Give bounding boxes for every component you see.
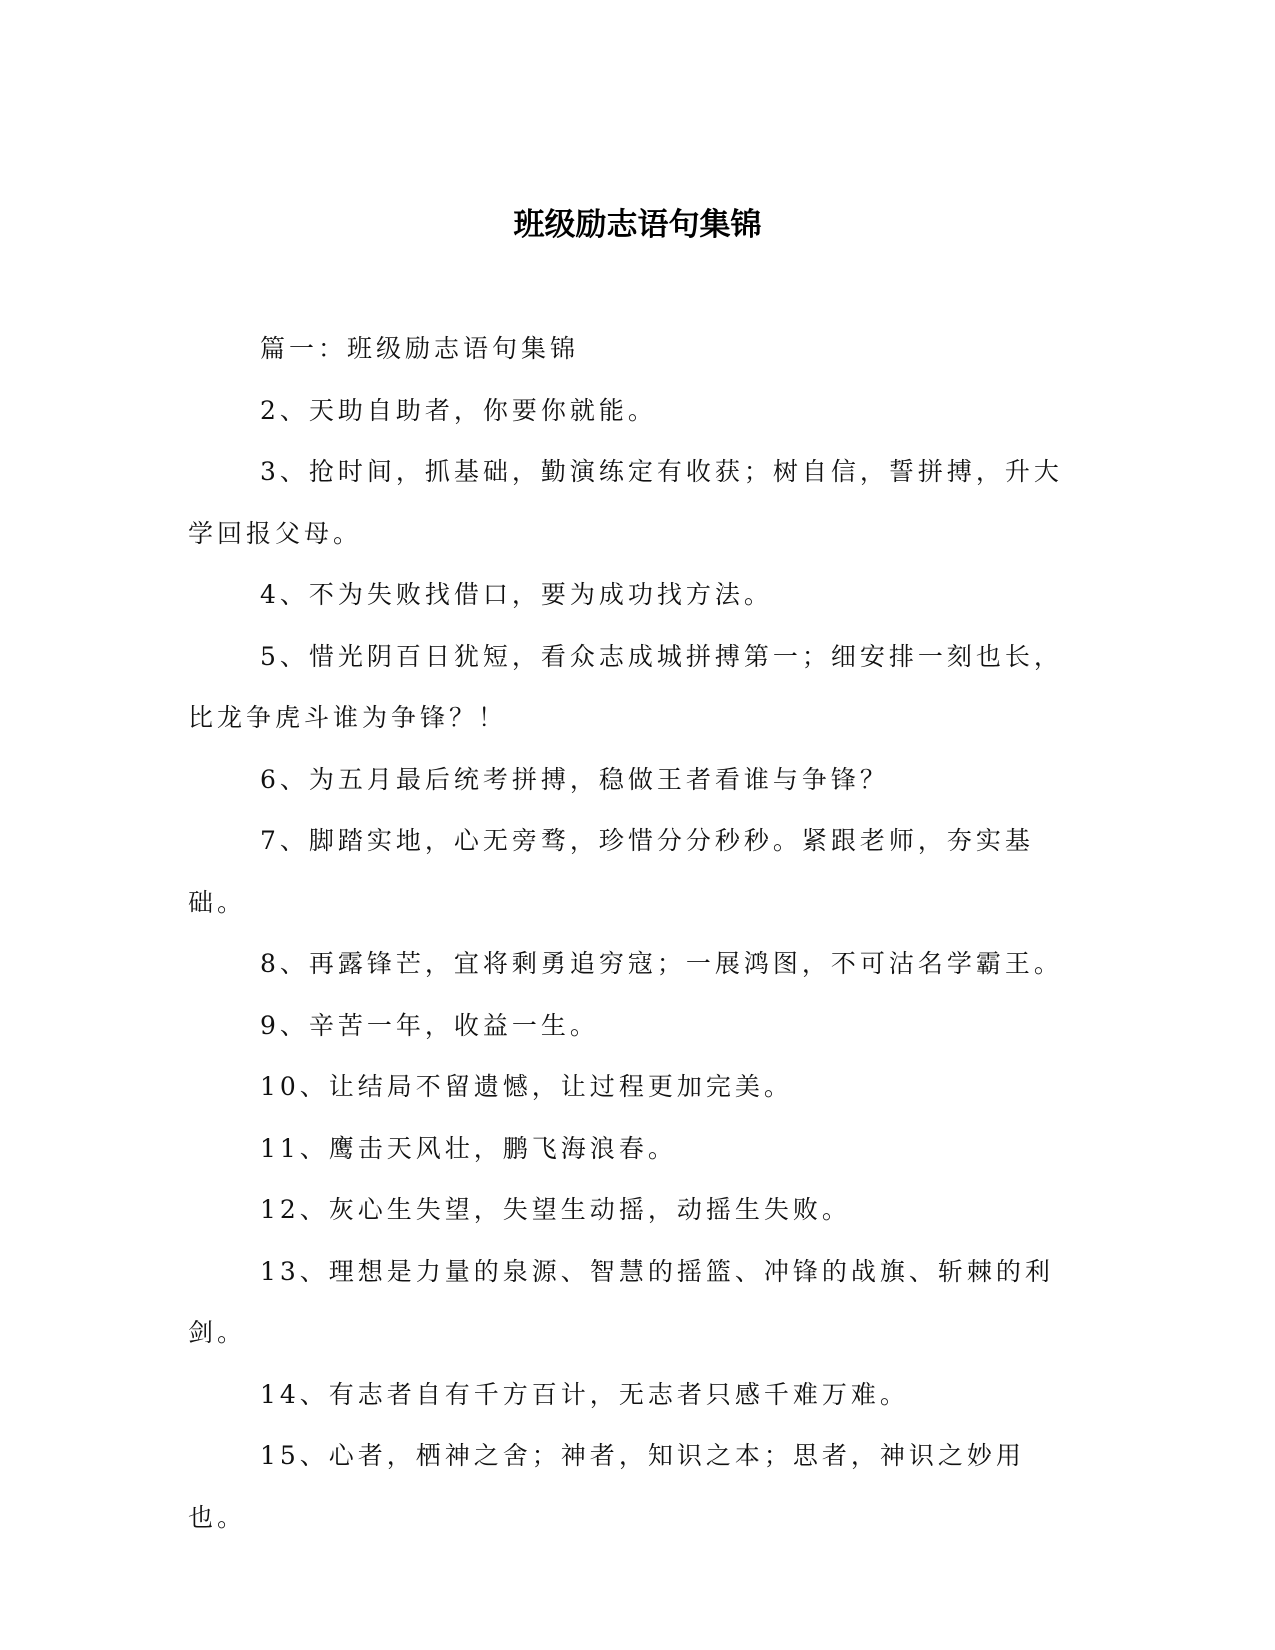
quote-paragraph: 11、鹰击天风壮，鹏飞海浪春。 <box>260 1133 677 1163</box>
quote-paragraph: 9、辛苦一年，收益一生。 <box>260 1010 599 1040</box>
document-title: 班级励志语句集锦 <box>513 207 762 243</box>
quote-paragraph: 15、心者，栖神之舍；神者，知识之本；思者，神识之妙用也。 <box>188 1441 1025 1532</box>
quote-paragraph: 8、再露锋芒，宜将剩勇追穷寇；一展鸿图，不可沽名学霸王。 <box>260 949 1063 978</box>
quote-paragraph: 12、灰心生失望，失望生动摇，动摇生失败。 <box>260 1195 851 1224</box>
quote-paragraph: 5、惜光阴百日犹短，看众志成城拼搏第一；细安排一刻也长，比龙争虎斗谁为争锋？！ <box>188 641 1063 732</box>
quote-paragraph: 14、有志者自有千方百计，无志者只感千难万难。 <box>260 1379 909 1409</box>
quote-paragraph: 7、脚踏实地，心无旁骛，珍惜分分秒秒。紧跟老师，夯实基础。 <box>188 826 1034 917</box>
section-heading: 篇一：班级励志语句集锦 <box>260 334 580 363</box>
quote-paragraph: 4、不为失败找借口，要为成功找方法。 <box>260 580 773 609</box>
quote-paragraph: 13、理想是力量的泉源、智慧的摇篮、冲锋的战旗、斩棘的利剑。 <box>188 1256 1054 1347</box>
document-body <box>188 318 1063 1548</box>
quote-paragraph: 6、为五月最后统考拼搏，稳做王者看谁与争锋？ <box>260 764 889 794</box>
quote-paragraph: 2、天助自助者，你要你就能。 <box>260 395 657 425</box>
quote-paragraph: 10、让结局不留遗憾，让过程更加完美。 <box>260 1072 793 1101</box>
quote-paragraph: 3、抢时间，抓基础，勤演练定有收获；树自信，誓拼搏，升大学回报父母。 <box>188 457 1063 548</box>
